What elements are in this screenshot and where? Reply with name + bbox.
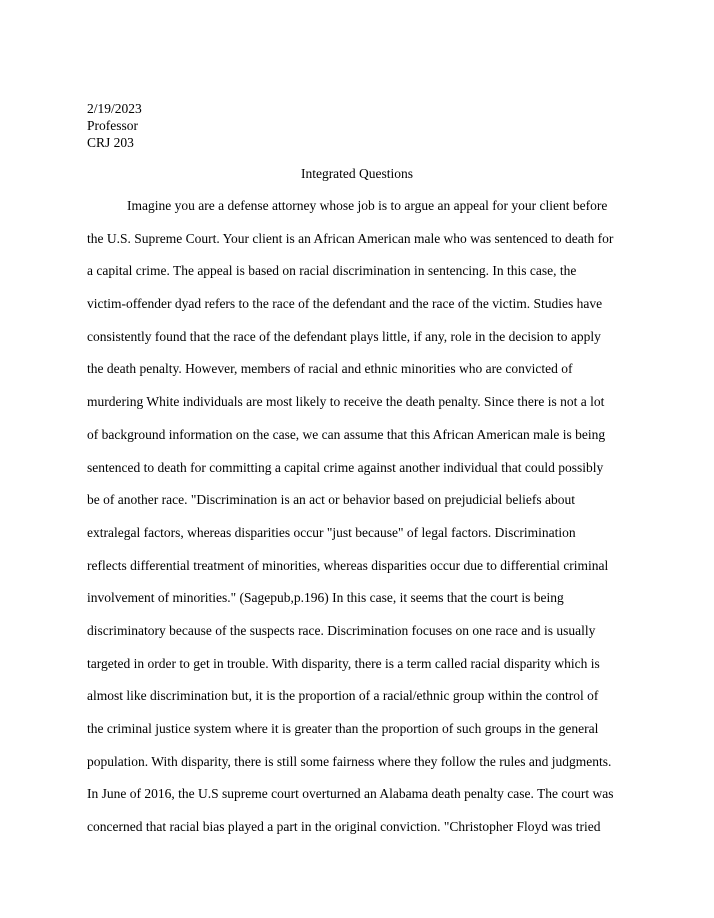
body-line: be of another race. "Discrimination is an act or behavior based on prejudicial beliefs about (87, 492, 575, 508)
document-title: Integrated Questions (300, 166, 414, 181)
professor-line: Professor (87, 118, 138, 133)
body-line: discriminatory because of the suspects race. Discrimination focuses on one race and is usually (87, 622, 596, 638)
body-line: targeted in order to get in trouble. With disparity, there is a term called racial disparity which is (87, 655, 600, 671)
body-line: the criminal justice system where it is greater than the proportion of such groups in the general (87, 721, 599, 736)
body-line: the death penalty. However, members of racial and ethnic minorities who are convicted of (87, 361, 573, 377)
body-line: concerned that racial bias played a part in the original conviction. "Christopher Floyd was tried (87, 819, 601, 835)
body-line: a capital crime. The appeal is based on racial discrimination in sentencing. In this case, the (87, 263, 577, 279)
body-line: reflects differential treatment of minorities, whereas disparities occur due to differential criminal (87, 557, 609, 573)
body-line: victim-offender dyad refers to the race of the defendant and the race of the victim. Studies have (87, 296, 603, 312)
document-header (87, 100, 142, 151)
body-line: the U.S. Supreme Court. Your client is an African American male who was sentenced to death for (87, 230, 614, 246)
body-line: involvement of minorities." (Sagepub,p.196) In this case, it seems that the court is being (87, 590, 564, 606)
body-line: sentenced to death for committing a capital crime against another individual that could possibly (87, 459, 604, 475)
body-line: Imagine you are a defense attorney whose job is to argue an appeal for your client before (127, 198, 608, 213)
body-line: In June of 2016, the U.S supreme court overturned an Alabama death penalty case. The court was (87, 786, 614, 802)
body-line: almost like discrimination but, it is the proportion of a racial/ethnic group within the control of (87, 688, 599, 704)
body-line: consistently found that the race of the defendant plays little, if any, role in the decision to apply (87, 328, 601, 344)
body-line: population. With disparity, there is still some fairness where they follow the rules and judgments. (87, 753, 612, 769)
date-line: 2/19/2023 (87, 101, 142, 116)
body-line: extralegal factors, whereas disparities occur "just because" of legal factors. Discrimination (87, 524, 576, 540)
course-line: CRJ 203 (87, 135, 134, 150)
document-body (87, 196, 647, 850)
body-line: murdering White individuals are most likely to receive the death penalty. Since there is not a lot (87, 394, 605, 410)
body-line: of background information on the case, we can assume that this African American male is being (87, 426, 606, 442)
